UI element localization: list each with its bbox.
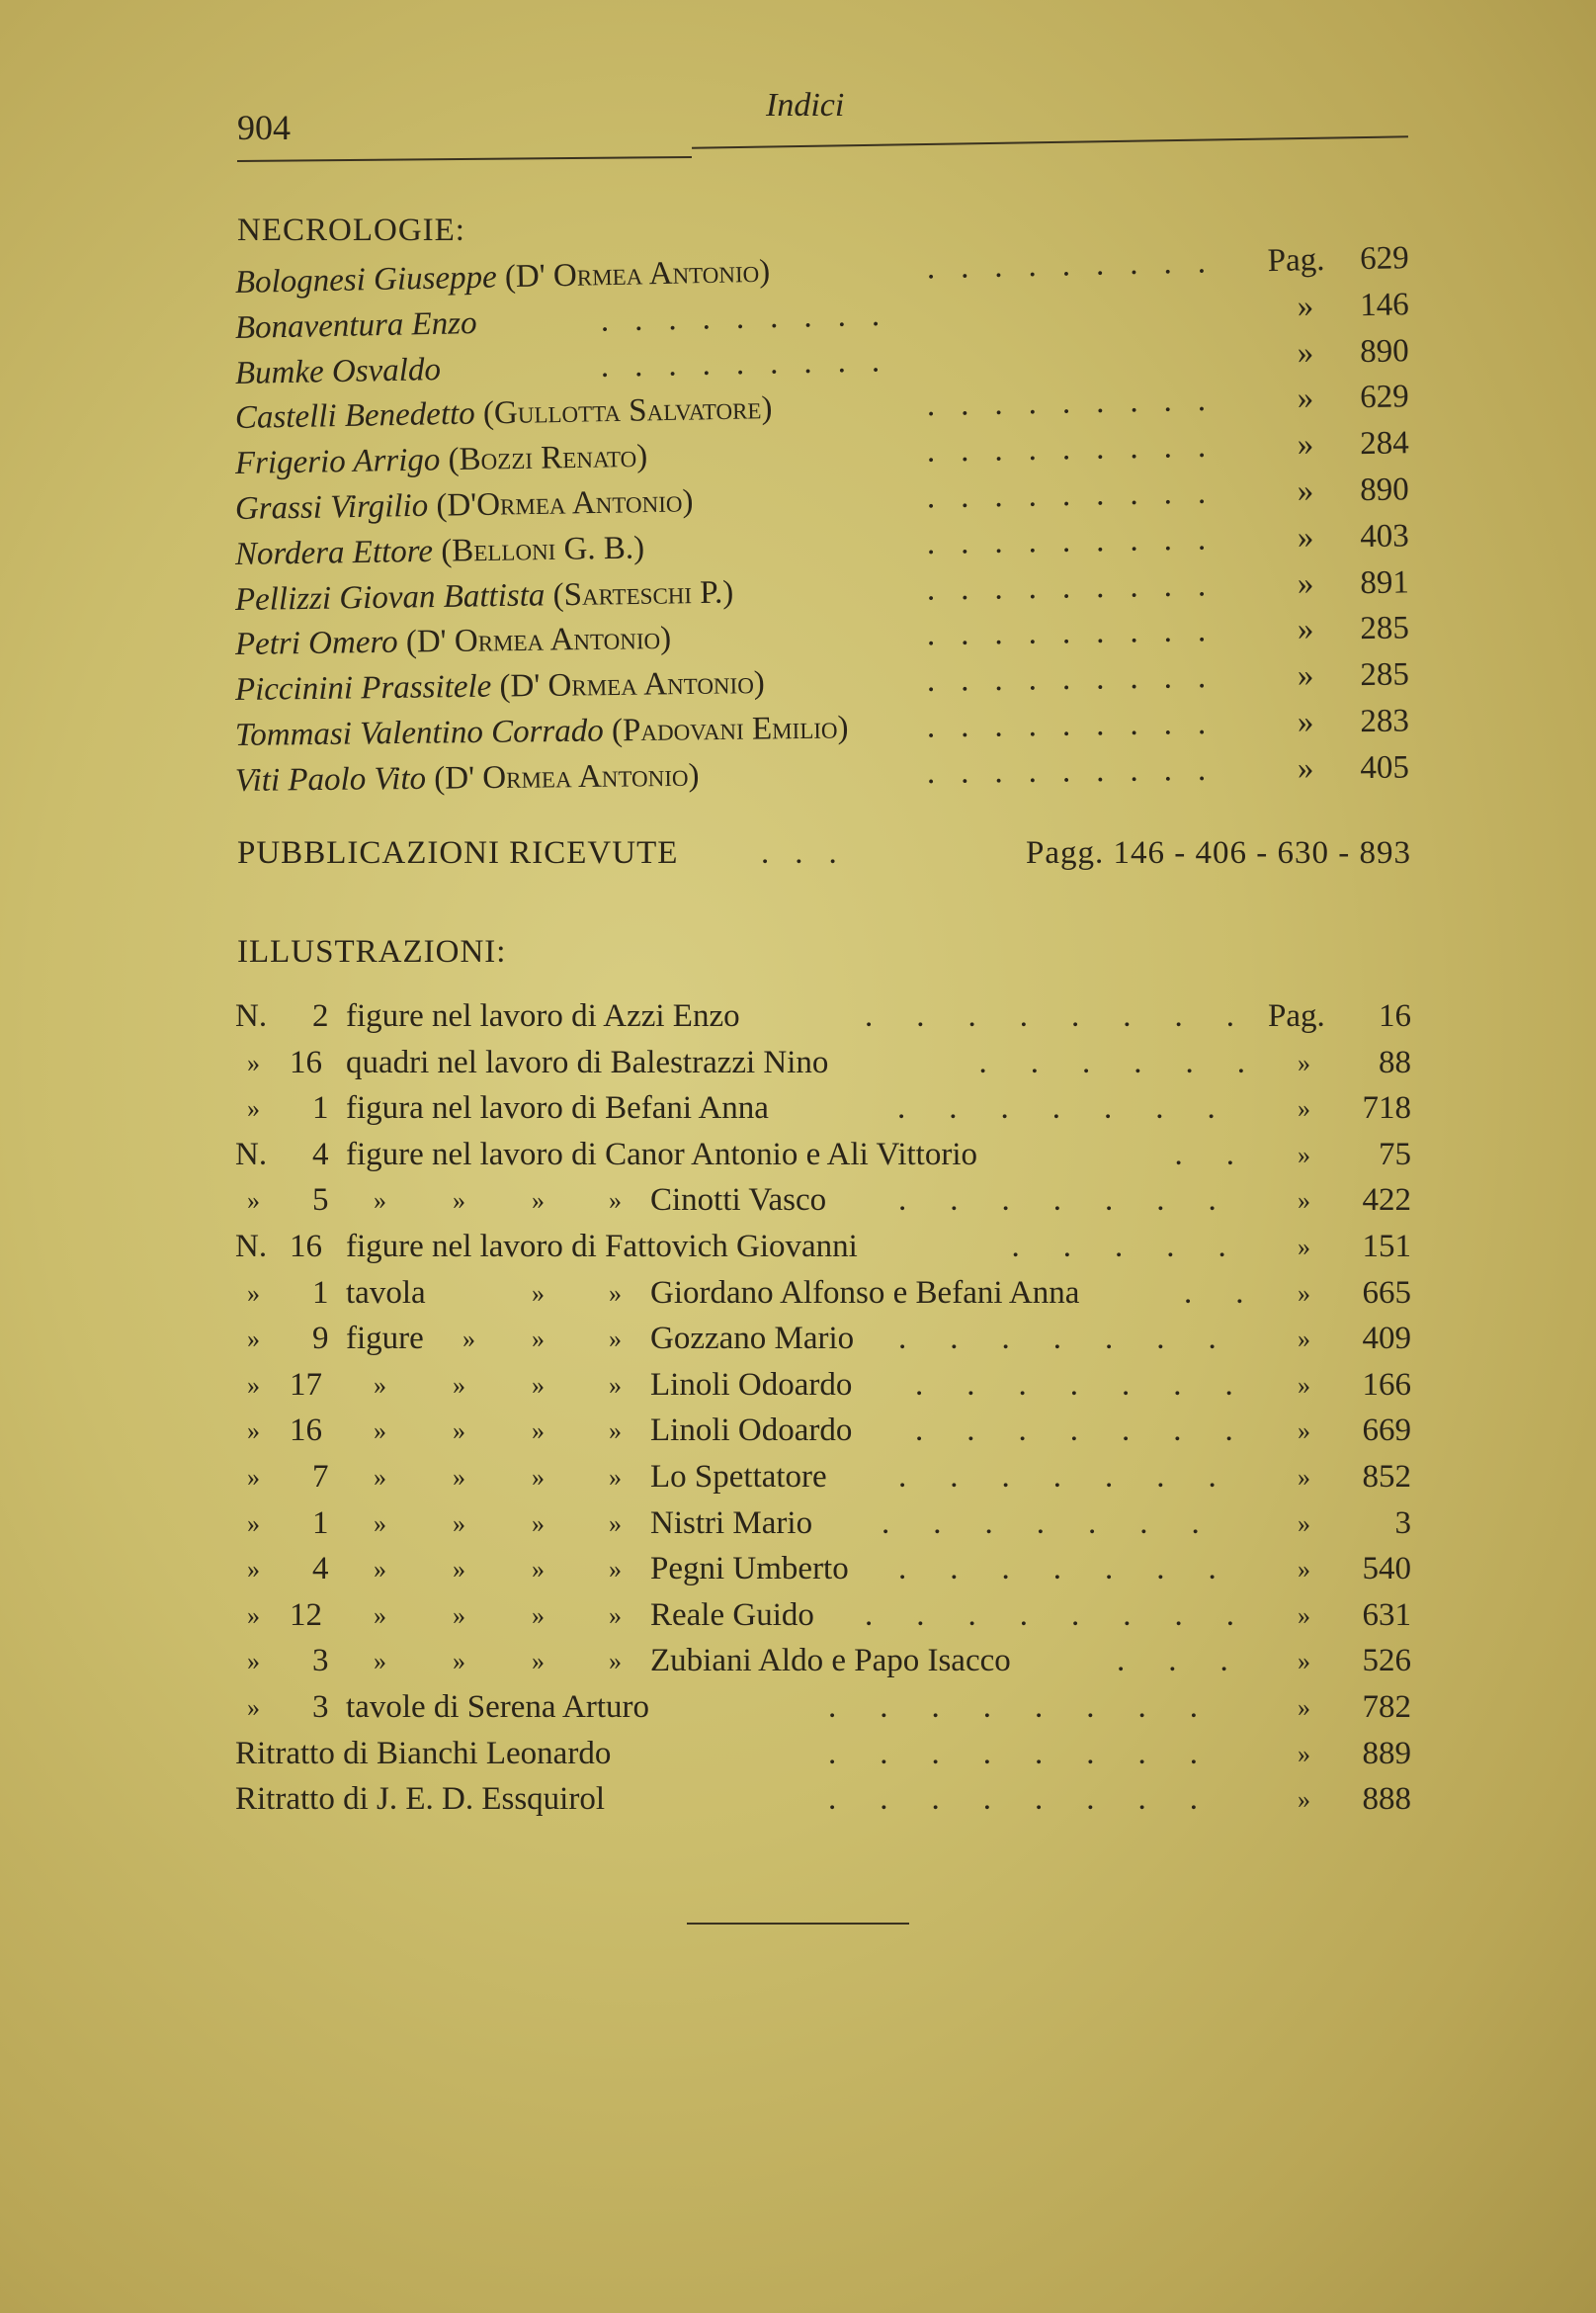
- necrologia-label: [235, 305, 477, 347]
- page-prefix: »: [1298, 1278, 1310, 1308]
- leader-dots: .......: [915, 1366, 1277, 1403]
- entry-text: Giordano Alfonso e Befani Anna: [650, 1274, 1080, 1311]
- leader-dots: .........: [926, 613, 1232, 653]
- ditto-or-number-label: »: [247, 1555, 260, 1585]
- author-name: (Bozzi Renato): [448, 438, 648, 478]
- necrologie-heading: NECROLOGIE:: [237, 213, 465, 248]
- ditto-mark: »: [453, 1508, 465, 1538]
- ditto-mark: »: [609, 1463, 622, 1492]
- illustrazione-entry: [235, 1781, 1411, 1827]
- leader-dots: ........: [865, 998, 1278, 1034]
- author-name: (D' Ormea Antonio): [499, 665, 766, 705]
- author-name: (Gullotta Salvatore): [482, 390, 773, 432]
- entry-text: quadri nel lavoro di Balestrazzi Nino: [346, 1044, 829, 1080]
- leader-dots: ......: [978, 1044, 1289, 1080]
- page-prefix: Pag.: [1268, 998, 1325, 1034]
- ditto-mark: »: [374, 1463, 386, 1492]
- leader-dots: ........: [828, 1689, 1241, 1725]
- page-ref: 852: [1362, 1459, 1411, 1495]
- page-prefix: »: [1298, 1555, 1310, 1585]
- author-name: (D' Ormea Antonio): [504, 253, 771, 296]
- leader-dots: .........: [926, 474, 1232, 516]
- page-number: 904: [237, 108, 291, 147]
- ditto-or-number-label: »: [247, 1600, 260, 1630]
- ditto-or-number-label: N.: [235, 1229, 268, 1264]
- necrologia-label: [235, 254, 771, 301]
- deceased-name: Grassi Virgilio: [234, 487, 429, 527]
- ditto-or-number-label: »: [247, 1278, 260, 1308]
- leader-dots: .........: [600, 297, 906, 339]
- illustrazioni-heading: ILLUSTRAZIONI:: [237, 934, 507, 970]
- leader-dots: .........: [600, 342, 906, 385]
- page-prefix: »: [1298, 1739, 1310, 1768]
- illustrazione-entry: [235, 1597, 1411, 1643]
- necrologia-label: [235, 757, 700, 799]
- page-ref: 629: [1359, 240, 1410, 278]
- entry-text: Ritratto di J. E. D. Essquirol: [235, 1781, 605, 1818]
- page-ref: 631: [1362, 1596, 1411, 1633]
- page-ref: 151: [1362, 1229, 1411, 1264]
- page-prefix: »: [1298, 1785, 1310, 1815]
- page-ref: 782: [1362, 1689, 1411, 1725]
- leader-dots: ..: [1174, 1136, 1278, 1172]
- ditto-mark: »: [532, 1647, 545, 1676]
- page-ref: 889: [1362, 1735, 1411, 1771]
- entry-text: Reale Guido: [650, 1596, 814, 1633]
- page-prefix: »: [1298, 1416, 1310, 1446]
- ditto-mark: »: [609, 1508, 622, 1538]
- leader-dots: .......: [898, 1182, 1260, 1219]
- page-prefix: »: [1298, 1325, 1310, 1354]
- page-ref: 16: [1379, 998, 1411, 1034]
- entry-text: Ritratto di Bianchi Leonardo: [235, 1735, 612, 1771]
- author-name: (D' Ormea Antonio): [434, 757, 700, 797]
- page-prefix: Pag.: [1267, 241, 1325, 280]
- page-prefix: »: [1298, 1094, 1310, 1124]
- ditto-or-number-label: »: [247, 1416, 260, 1446]
- entry-text: Lo Spettatore: [650, 1459, 827, 1495]
- entry-text: Linoli Odoardo: [650, 1413, 853, 1449]
- header-rule-right: [692, 135, 1408, 148]
- leader-dots: .......: [898, 1321, 1260, 1357]
- ditto-or-number-label: N.: [235, 998, 268, 1034]
- ditto-or-number-label: »: [247, 1463, 260, 1492]
- item-count: 4: [312, 1136, 329, 1172]
- illustrazione-entry: [235, 1689, 1411, 1735]
- page-prefix: »: [1298, 1140, 1310, 1169]
- ditto-mark: »: [609, 1325, 622, 1354]
- item-count: 3: [312, 1689, 329, 1725]
- leader-dots: .........: [926, 382, 1232, 424]
- entry-text: figure nel lavoro di Azzi Enzo: [346, 998, 740, 1034]
- item-count: 4: [312, 1551, 329, 1587]
- ditto-mark: »: [532, 1325, 545, 1354]
- ditto-or-number-label: »: [247, 1186, 260, 1216]
- ditto-mark: »: [532, 1508, 545, 1538]
- page-prefix: »: [1298, 1233, 1310, 1261]
- deceased-name: Piccinini Prassitele: [234, 668, 492, 709]
- ditto-mark: »: [532, 1463, 545, 1492]
- illustrazione-entry: [235, 1229, 1411, 1274]
- page-ref: 540: [1362, 1551, 1411, 1587]
- illustrazione-entry: [235, 1505, 1411, 1551]
- page-ref: 526: [1362, 1643, 1411, 1679]
- leader-dots: ..: [1184, 1274, 1288, 1311]
- leader-dots: .......: [882, 1504, 1243, 1541]
- page-ref: 629: [1359, 379, 1410, 416]
- page-prefix: »: [1297, 612, 1314, 648]
- ditto-mark: »: [609, 1278, 622, 1308]
- illustrazione-entry: [235, 1045, 1411, 1090]
- leader-dots: .......: [898, 1551, 1260, 1587]
- ditto-mark: »: [532, 1555, 545, 1585]
- illustrazione-entry: [235, 1090, 1411, 1136]
- page-prefix: »: [1297, 657, 1314, 695]
- page-prefix: »: [1297, 288, 1314, 325]
- leader-dots: .......: [915, 1413, 1277, 1449]
- ditto-or-number-label: »: [247, 1048, 260, 1077]
- page-ref: 890: [1359, 471, 1410, 509]
- page-ref: 285: [1360, 610, 1410, 647]
- entry-text: Cinotti Vasco: [650, 1182, 827, 1219]
- ditto-mark: »: [453, 1463, 465, 1492]
- page-ref: 888: [1362, 1781, 1411, 1818]
- ditto-mark: »: [374, 1508, 386, 1538]
- necrologia-label: [235, 439, 648, 482]
- page-prefix: »: [1297, 704, 1314, 740]
- illustrazione-entry: [235, 1413, 1411, 1458]
- ditto-mark: »: [374, 1555, 386, 1585]
- ditto-mark: »: [532, 1416, 545, 1446]
- pubblicazioni-label: PUBBLICAZIONI RICEVUTE: [237, 835, 679, 871]
- necrologia-label: [235, 574, 734, 618]
- page-prefix: »: [1297, 427, 1314, 464]
- entry-text: Nistri Mario: [650, 1504, 813, 1541]
- page-ref: 422: [1362, 1182, 1411, 1219]
- illustrazione-entry: [235, 1736, 1411, 1781]
- page-prefix: »: [1297, 750, 1314, 787]
- illustrazione-entry: [235, 1137, 1411, 1182]
- ditto-mark: »: [609, 1555, 622, 1585]
- page-prefix: »: [1298, 1370, 1310, 1400]
- leader-dots: .....: [1011, 1229, 1270, 1264]
- entry-word: tavola: [346, 1274, 426, 1311]
- page-prefix: »: [1297, 381, 1314, 417]
- ditto-or-number-label: »: [247, 1647, 260, 1676]
- ditto-mark: »: [609, 1370, 622, 1400]
- leader-dots: .........: [926, 520, 1232, 561]
- necrologia-label: [235, 621, 672, 663]
- ditto-mark: »: [532, 1278, 545, 1308]
- deceased-name: Bonaventura Enzo: [234, 304, 477, 346]
- pubblicazioni-pages: Pagg. 146 - 406 - 630 - 893: [1026, 835, 1411, 871]
- ditto-mark: »: [453, 1600, 465, 1630]
- item-count: 17: [290, 1366, 322, 1403]
- closing-rule: [687, 1923, 909, 1925]
- page-ref: 88: [1379, 1044, 1411, 1080]
- leader-dots: .......: [897, 1090, 1259, 1127]
- leader-dots: .........: [926, 751, 1232, 791]
- ditto-mark: »: [453, 1186, 465, 1216]
- item-count: 7: [312, 1459, 329, 1495]
- page-prefix: »: [1297, 472, 1314, 510]
- page-ref: 146: [1359, 286, 1410, 323]
- ditto-or-number-label: »: [247, 1325, 260, 1354]
- entry-text: Linoli Odoardo: [650, 1366, 853, 1403]
- ditto-mark: »: [374, 1647, 386, 1676]
- leader-dots: ........: [828, 1735, 1241, 1771]
- necrologia-label: [235, 530, 645, 573]
- page-ref: 283: [1360, 703, 1410, 740]
- leader-dots: .........: [926, 705, 1232, 745]
- ditto-mark: »: [453, 1416, 465, 1446]
- ditto-or-number-label: »: [247, 1094, 260, 1124]
- illustrazione-entry: [235, 1459, 1411, 1504]
- ditto-or-number-label: N.: [235, 1136, 268, 1172]
- leader-dots: .........: [926, 566, 1232, 608]
- leader-dots: ........: [828, 1781, 1241, 1818]
- leader-dots: .........: [926, 428, 1232, 470]
- item-count: 3: [312, 1643, 329, 1679]
- ditto-or-number-label: »: [247, 1508, 260, 1538]
- ditto-mark: »: [609, 1647, 622, 1676]
- deceased-name: Petri Omero: [234, 625, 398, 663]
- page-prefix: »: [1298, 1186, 1310, 1216]
- ditto-mark: »: [453, 1555, 465, 1585]
- ditto-mark: »: [453, 1647, 465, 1676]
- item-count: 16: [290, 1229, 322, 1264]
- deceased-name: Viti Paolo Vito: [234, 760, 427, 799]
- author-name: (Sarteschi P.): [552, 574, 734, 613]
- ditto-mark: »: [374, 1416, 386, 1446]
- page-ref: 890: [1359, 332, 1410, 370]
- page-ref: 285: [1360, 656, 1410, 694]
- illustrazione-entry: [235, 1367, 1411, 1413]
- ditto-mark: »: [453, 1370, 465, 1400]
- illustrazione-entry: [235, 1275, 1411, 1321]
- ditto-or-number-label: »: [247, 1370, 260, 1400]
- ditto-mark: »: [609, 1600, 622, 1630]
- illustrazione-entry: [235, 1643, 1411, 1688]
- ditto-mark: »: [462, 1325, 475, 1354]
- page-ref: 405: [1360, 749, 1410, 786]
- necrologia-label: [235, 710, 849, 754]
- page-ref: 669: [1362, 1413, 1411, 1449]
- page-ref: 3: [1394, 1504, 1411, 1541]
- item-count: 1: [312, 1090, 329, 1127]
- page-ref: 166: [1362, 1366, 1411, 1403]
- author-name: (D'Ormea Antonio): [436, 483, 694, 524]
- ditto-mark: »: [609, 1416, 622, 1446]
- page-prefix: »: [1297, 334, 1314, 371]
- entry-text: Pegni Umberto: [650, 1551, 849, 1587]
- page-prefix: »: [1298, 1048, 1310, 1077]
- page-ref: 718: [1362, 1090, 1411, 1127]
- necrologia-label: [235, 665, 765, 709]
- item-count: 1: [312, 1504, 329, 1541]
- page-prefix: »: [1298, 1463, 1310, 1492]
- page-prefix: »: [1298, 1693, 1310, 1722]
- leader-dots: ...: [1117, 1643, 1272, 1679]
- deceased-name: Castelli Benedetto: [234, 395, 476, 437]
- ditto-mark: »: [532, 1370, 545, 1400]
- leader-dots: ........: [865, 1596, 1278, 1633]
- ditto-mark: »: [374, 1186, 386, 1216]
- item-count: 16: [290, 1413, 322, 1449]
- leader-dots: .......: [898, 1459, 1260, 1495]
- author-name: (D' Ormea Antonio): [405, 621, 672, 660]
- item-count: 9: [312, 1321, 329, 1357]
- author-name: (Padovani Emilio): [611, 710, 849, 749]
- page-prefix: »: [1298, 1647, 1310, 1676]
- item-count: 5: [312, 1182, 329, 1219]
- entry-text: tavole di Serena Arturo: [346, 1689, 649, 1725]
- leader-dots: .........: [926, 243, 1232, 287]
- author-name: (Belloni G. B.): [441, 530, 645, 569]
- entry-text: figure nel lavoro di Canor Antonio e Ali Vittorio: [346, 1136, 977, 1172]
- necrologia-label: [235, 352, 442, 392]
- deceased-name: Bolognesi Giuseppe: [234, 259, 498, 300]
- illustrazione-entry: [235, 1551, 1411, 1596]
- illustrazione-entry: [235, 1182, 1411, 1228]
- page-prefix: »: [1297, 519, 1314, 556]
- item-count: 1: [312, 1274, 329, 1311]
- ditto-or-number-label: »: [247, 1693, 260, 1722]
- entry-text: figura nel lavoro di Befani Anna: [346, 1090, 769, 1127]
- item-count: 2: [312, 998, 329, 1034]
- deceased-name: Bumke Osvaldo: [234, 351, 442, 391]
- ditto-mark: »: [609, 1186, 622, 1216]
- illustrazione-entry: [235, 998, 1411, 1044]
- entry-text: figure nel lavoro di Fattovich Giovanni: [346, 1229, 858, 1264]
- ditto-mark: »: [374, 1370, 386, 1400]
- page-ref: 75: [1379, 1136, 1411, 1172]
- deceased-name: Tommasi Valentino Corrado: [234, 713, 604, 753]
- leader-dots: .........: [926, 658, 1232, 700]
- ditto-mark: »: [532, 1600, 545, 1630]
- page-prefix: »: [1298, 1508, 1310, 1538]
- entry-word: figure: [346, 1321, 424, 1357]
- header-rule-left: [237, 156, 692, 162]
- page-ref: 284: [1359, 425, 1410, 463]
- item-count: 16: [290, 1044, 322, 1080]
- illustrazione-entry: [235, 1321, 1411, 1366]
- ditto-mark: »: [532, 1186, 545, 1216]
- deceased-name: Nordera Ettore: [234, 533, 434, 572]
- deceased-name: Pellizzi Giovan Battista: [234, 576, 546, 618]
- item-count: 12: [290, 1596, 322, 1633]
- page-ref: 665: [1362, 1274, 1411, 1311]
- deceased-name: Frigerio Arrigo: [234, 442, 441, 482]
- page-ref: 891: [1360, 563, 1410, 601]
- page-ref: 403: [1359, 518, 1410, 555]
- leader-dots: ...: [761, 835, 863, 871]
- running-title: Indici: [766, 87, 845, 124]
- entry-text: Gozzano Mario: [650, 1321, 855, 1357]
- ditto-mark: »: [374, 1600, 386, 1630]
- page-prefix: »: [1298, 1600, 1310, 1630]
- entry-text: Zubiani Aldo e Papo Isacco: [650, 1643, 1011, 1679]
- page-prefix: »: [1297, 565, 1314, 602]
- necrologia-label: [235, 483, 694, 528]
- page-ref: 409: [1362, 1321, 1411, 1357]
